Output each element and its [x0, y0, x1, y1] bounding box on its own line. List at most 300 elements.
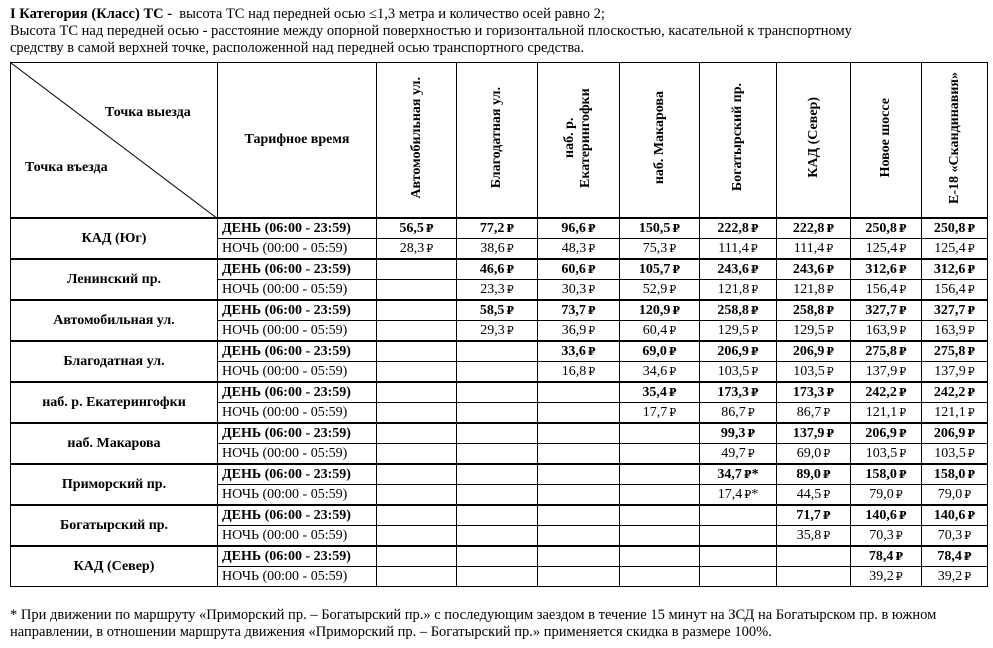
price-value: 69,0: [642, 343, 667, 359]
currency-sign: ₽: [967, 263, 976, 276]
price-cell: [777, 382, 851, 403]
header: [10, 6, 985, 57]
price-value: 86,7: [796, 404, 822, 420]
col-header-label: Е-18 «Скандинавия»: [946, 71, 962, 204]
price-value: 103,5: [934, 445, 966, 461]
currency-sign: ₽: [964, 488, 972, 501]
price-cell: [377, 485, 457, 506]
price-cell: [538, 485, 620, 506]
currency-sign: ₽: [967, 324, 975, 337]
currency-sign: ₽: [750, 304, 759, 317]
currency-sign: ₽: [967, 509, 976, 522]
night-period-label: НОЧЬ (00:00 - 05:59): [218, 567, 377, 587]
price-cell: [777, 321, 851, 342]
price-value: 137,9: [934, 363, 966, 379]
price-cell: [851, 526, 922, 547]
currency-sign: ₽: [967, 365, 975, 378]
price-value: 121,1: [934, 404, 966, 420]
price-cell: [922, 464, 988, 485]
price-cell: [538, 300, 620, 321]
night-period-label: НОЧЬ (00:00 - 05:59): [218, 362, 377, 383]
price-cell: [457, 485, 538, 506]
price-value: 17,4: [717, 486, 743, 502]
price-cell: [777, 464, 851, 485]
price-cell: [457, 341, 538, 362]
currency-sign: ₽: [967, 468, 976, 481]
price-value: 73,7: [561, 302, 586, 318]
price-cell: [377, 444, 457, 465]
day-period-label: ДЕНЬ (06:00 - 23:59): [218, 505, 377, 526]
price-value: 75,3: [642, 240, 668, 256]
price-cell: [777, 423, 851, 444]
price-cell: [851, 464, 922, 485]
col-header-label: КАД (Север): [805, 97, 821, 178]
footnote: [10, 607, 985, 641]
price-value: 242,2: [865, 384, 897, 400]
currency-sign: ₽: [506, 242, 514, 255]
price-cell: [620, 300, 700, 321]
price-cell: [538, 567, 620, 587]
table-body: [11, 218, 988, 587]
price-cell: [620, 239, 700, 260]
currency-sign: ₽: [750, 222, 759, 235]
price-cell: [777, 505, 851, 526]
price-cell: [922, 485, 988, 506]
price-value: 16,8: [561, 363, 587, 379]
currency-sign: ₽: [750, 263, 759, 276]
price-value: 158,0: [865, 466, 897, 482]
price-value: 120,9: [638, 302, 671, 318]
currency-sign: ₽: [823, 406, 831, 419]
currency-sign: ₽: [506, 283, 514, 296]
price-cell: [922, 403, 988, 424]
day-period-label: ДЕНЬ (06:00 - 23:59): [218, 546, 377, 567]
price-cell: [777, 403, 851, 424]
price-value: 111,4: [718, 240, 749, 256]
entry-point-name: наб. р. Екатерингофки: [11, 382, 218, 423]
price-value: 129,5: [717, 322, 750, 338]
price-value: 275,8: [933, 343, 966, 359]
price-value: 125,4: [934, 240, 966, 256]
currency-sign: ₽: [506, 263, 515, 276]
price-value: 163,9: [934, 322, 966, 338]
price-value: 23,3: [480, 281, 505, 297]
currency-sign: ₽: [895, 570, 903, 583]
currency-sign: ₽: [750, 386, 759, 399]
col-header-label: Богатырский пр.: [730, 83, 745, 192]
price-cell: [851, 321, 922, 342]
price-cell: [457, 505, 538, 526]
price-value: 222,8: [792, 220, 825, 236]
price-cell: [777, 485, 851, 506]
price-cell: [620, 567, 700, 587]
currency-sign: ₽: [967, 447, 975, 460]
night-period-label: НОЧЬ (00:00 - 05:59): [218, 239, 377, 260]
price-cell: [922, 546, 988, 567]
price-cell: [922, 280, 988, 301]
category-title: I Категория (Класс) ТС -: [10, 6, 173, 22]
price-cell: [851, 300, 922, 321]
col-header: [922, 63, 988, 219]
price-value: 125,4: [865, 240, 898, 256]
price-cell: [457, 526, 538, 547]
currency-sign: ₽: [967, 345, 976, 358]
price-value: 29,3: [480, 322, 505, 338]
price-cell: [922, 218, 988, 239]
currency-sign: ₽: [898, 509, 907, 522]
price-value: 250,8: [933, 220, 966, 236]
price-value: 44,5: [796, 486, 822, 502]
currency-sign: ₽: [750, 242, 758, 255]
price-cell: [851, 403, 922, 424]
price-cell: [620, 259, 700, 280]
price-cell: [538, 239, 620, 260]
price-cell: [620, 382, 700, 403]
price-cell: [538, 259, 620, 280]
col-header-label: Автомобильная ул.: [408, 76, 424, 199]
night-period-label: НОЧЬ (00:00 - 05:59): [218, 444, 377, 465]
currency-sign: ₽: [899, 365, 907, 378]
currency-sign: ₽: [895, 488, 903, 501]
col-header: [620, 63, 700, 219]
entry-point-label: Точка въезда: [25, 160, 108, 175]
price-cell: [777, 259, 851, 280]
price-value: 86,7: [721, 404, 746, 420]
price-value: 79,0: [937, 486, 963, 502]
currency-sign: ₽: [964, 570, 972, 583]
price-value: 129,5: [793, 322, 825, 338]
price-value: 121,1: [865, 404, 898, 420]
table-row-day: [11, 464, 988, 485]
diagonal-line: [11, 63, 218, 218]
currency-sign: ₽: [826, 263, 835, 276]
col-header: [377, 63, 457, 219]
currency-sign: ₽: [964, 529, 972, 542]
price-cell: [700, 239, 777, 260]
price-cell: [538, 546, 620, 567]
col-header-label: наб. р. Екатерингофки: [561, 87, 593, 188]
currency-sign: ₽: [967, 386, 976, 399]
price-cell: [777, 444, 851, 465]
currency-sign: ₽: [963, 550, 972, 563]
currency-sign: ₽: [587, 345, 596, 358]
currency-sign: ₽: [898, 386, 907, 399]
price-value: 156,4: [865, 281, 898, 297]
price-cell: [700, 567, 777, 587]
currency-sign: ₽: [826, 365, 834, 378]
price-value: 28,3: [399, 240, 425, 256]
currency-sign: ₽: [747, 427, 756, 440]
price-cell: [700, 464, 777, 485]
footnote-mark: *: [751, 486, 759, 502]
header-line-3: средству в самой верхней точке, расположенной над передней осью транспортного средства.: [10, 40, 585, 56]
entry-point-name: Благодатная ул.: [11, 341, 218, 382]
price-cell: [922, 505, 988, 526]
table-row-day: [11, 259, 988, 280]
entry-point-name: наб. Макарова: [11, 423, 218, 464]
entry-point-name: Автомобильная ул.: [11, 300, 218, 341]
price-cell: [851, 239, 922, 260]
price-cell: [922, 300, 988, 321]
price-value: 206,9: [792, 343, 825, 359]
price-value: 89,0: [796, 466, 821, 482]
entry-point-name: КАД (Север): [11, 546, 218, 587]
price-cell: [922, 239, 988, 260]
currency-sign: ₽: [669, 365, 677, 378]
price-value: 77,2: [479, 220, 505, 236]
currency-sign: ₽: [899, 324, 907, 337]
price-value: 78,4: [868, 548, 894, 564]
price-cell: [620, 321, 700, 342]
price-cell: [851, 485, 922, 506]
price-value: 105,7: [638, 261, 671, 277]
price-value: 111,4: [793, 240, 825, 256]
price-cell: [538, 218, 620, 239]
currency-sign: ₽: [967, 222, 976, 235]
price-cell: [700, 341, 777, 362]
price-cell: [377, 321, 457, 342]
price-cell: [620, 362, 700, 383]
price-cell: [538, 382, 620, 403]
price-value: 35,8: [796, 527, 822, 543]
price-cell: [777, 362, 851, 383]
day-period-label: ДЕНЬ (06:00 - 23:59): [218, 464, 377, 485]
currency-sign: ₽: [826, 222, 835, 235]
currency-sign: ₽: [587, 304, 596, 317]
price-cell: [700, 546, 777, 567]
price-value: 78,4: [937, 548, 962, 564]
price-cell: [922, 444, 988, 465]
price-value: 121,8: [793, 281, 825, 297]
price-cell: [700, 423, 777, 444]
price-value: 96,6: [561, 220, 586, 236]
price-value: 38,6: [480, 240, 505, 256]
currency-sign: ₽: [898, 468, 907, 481]
price-cell: [922, 341, 988, 362]
currency-sign: ₽: [967, 283, 975, 296]
currency-sign: ₽: [967, 242, 975, 255]
currency-sign: ₽: [588, 242, 596, 255]
price-cell: [457, 280, 538, 301]
price-cell: [851, 362, 922, 383]
price-value: 163,9: [865, 322, 898, 338]
price-value: 250,8: [865, 220, 897, 236]
header-line-1: [10, 6, 985, 23]
price-value: 156,4: [934, 281, 966, 297]
currency-sign: ₽: [826, 304, 835, 317]
price-cell: [851, 341, 922, 362]
currency-sign: ₽: [747, 406, 755, 419]
currency-sign: ₽: [826, 427, 835, 440]
price-cell: [620, 485, 700, 506]
price-cell: [620, 505, 700, 526]
price-cell: [538, 403, 620, 424]
price-cell: [777, 546, 851, 567]
currency-sign: ₽: [899, 242, 907, 255]
table-row-day: [11, 341, 988, 362]
price-cell: [377, 341, 457, 362]
currency-sign: ₽: [822, 509, 831, 522]
night-period-label: НОЧЬ (00:00 - 05:59): [218, 403, 377, 424]
price-cell: [851, 546, 922, 567]
price-value: 327,7: [933, 302, 966, 318]
price-value: 275,8: [865, 343, 897, 359]
price-value: 39,2: [869, 568, 894, 584]
price-cell: [922, 362, 988, 383]
price-value: 206,9: [933, 425, 966, 441]
price-cell: [922, 423, 988, 444]
price-value: 140,6: [865, 507, 897, 523]
price-cell: [700, 444, 777, 465]
currency-sign: ₽: [669, 242, 677, 255]
price-cell: [377, 464, 457, 485]
price-cell: [457, 567, 538, 587]
price-cell: [700, 526, 777, 547]
price-value: 242,2: [933, 384, 966, 400]
price-cell: [538, 362, 620, 383]
currency-sign: ₽: [668, 386, 677, 399]
price-value: 137,9: [792, 425, 825, 441]
table-header-row: [11, 63, 988, 219]
price-cell: [377, 546, 457, 567]
currency-sign: ₽: [826, 242, 834, 255]
price-cell: [620, 546, 700, 567]
currency-sign: ₽: [967, 427, 976, 440]
currency-sign: ₽: [898, 263, 907, 276]
currency-sign: ₽: [898, 345, 907, 358]
currency-sign: ₽: [669, 324, 677, 337]
price-cell: [377, 567, 457, 587]
price-cell: [851, 444, 922, 465]
currency-sign: ₽: [895, 529, 903, 542]
price-cell: [457, 321, 538, 342]
col-header-label: Благодатная ул.: [489, 86, 504, 189]
col-header-label: Новое шоссе: [878, 97, 893, 178]
price-cell: [922, 321, 988, 342]
price-value: 69,0: [796, 445, 822, 461]
price-cell: [700, 362, 777, 383]
corner-cell: [11, 63, 218, 219]
price-cell: [851, 505, 922, 526]
price-cell: [700, 218, 777, 239]
price-cell: [457, 300, 538, 321]
price-value: 33,6: [561, 343, 586, 359]
day-period-label: ДЕНЬ (06:00 - 23:59): [218, 423, 377, 444]
col-header: [700, 63, 777, 219]
currency-sign: ₽: [826, 345, 835, 358]
currency-sign: ₽: [672, 263, 681, 276]
currency-sign: ₽: [822, 468, 831, 481]
price-value: 312,6: [865, 261, 897, 277]
night-period-label: НОЧЬ (00:00 - 05:59): [218, 485, 377, 506]
price-cell: [851, 567, 922, 587]
day-period-label: ДЕНЬ (06:00 - 23:59): [218, 218, 377, 239]
table-row-day: [11, 218, 988, 239]
entry-point-name: Приморский пр.: [11, 464, 218, 505]
currency-sign: ₽: [898, 304, 907, 317]
price-cell: [777, 526, 851, 547]
table-row-day: [11, 382, 988, 403]
price-value: 46,6: [479, 261, 505, 277]
price-value: 121,8: [717, 281, 750, 297]
col-header-label: наб. Макарова: [651, 90, 667, 185]
price-cell: [700, 259, 777, 280]
currency-sign: ₽: [899, 406, 907, 419]
currency-sign: ₽: [751, 283, 759, 296]
price-cell: [377, 239, 457, 260]
night-period-label: НОЧЬ (00:00 - 05:59): [218, 280, 377, 301]
price-cell: [538, 505, 620, 526]
price-value: 79,0: [869, 486, 894, 502]
currency-sign: ₽: [506, 324, 514, 337]
col-header: [538, 63, 620, 219]
entry-point-name: КАД (Юг): [11, 218, 218, 259]
price-cell: [700, 485, 777, 506]
day-period-label: ДЕНЬ (06:00 - 23:59): [218, 341, 377, 362]
price-cell: [538, 321, 620, 342]
price-cell: [777, 341, 851, 362]
price-cell: [922, 382, 988, 403]
currency-sign: ₽: [895, 550, 904, 563]
price-value: 173,3: [717, 384, 749, 400]
price-cell: [851, 218, 922, 239]
price-cell: [377, 423, 457, 444]
currency-sign: ₽: [899, 283, 907, 296]
price-value: 56,5: [399, 220, 424, 236]
header-line-2: Высота ТС над передней осью - расстояние между опорной поверхностью и горизонтальной плоскостью, касательной к транспортному: [10, 23, 852, 39]
price-cell: [377, 218, 457, 239]
price-cell: [457, 403, 538, 424]
currency-sign: ₽: [506, 304, 515, 317]
price-cell: [457, 259, 538, 280]
currency-sign: ₽: [587, 263, 596, 276]
price-cell: [377, 526, 457, 547]
currency-sign: ₽: [668, 345, 677, 358]
currency-sign: ₽: [672, 304, 681, 317]
price-value: 206,9: [865, 425, 897, 441]
footnote-text: * При движении по маршруту «Приморский пр. – Богатырский пр.» с последующим заездом в течение 15 минут на ЗСД на Богатырском пр. в южном направлении, в отношении маршрута движения «Приморский пр. – Богатырский пр.» применяется скидка в размере 100%.: [10, 607, 937, 640]
day-period-label: ДЕНЬ (06:00 - 23:59): [218, 300, 377, 321]
col-header: [777, 63, 851, 219]
price-cell: [538, 526, 620, 547]
price-cell: [457, 218, 538, 239]
price-cell: [377, 259, 457, 280]
price-value: 103,5: [865, 445, 898, 461]
price-value: 150,5: [638, 220, 671, 236]
day-period-label: ДЕНЬ (06:00 - 23:59): [218, 382, 377, 403]
currency-sign: ₽: [672, 222, 681, 235]
day-period-label: ДЕНЬ (06:00 - 23:59): [218, 259, 377, 280]
price-cell: [457, 464, 538, 485]
price-value: 243,6: [717, 261, 749, 277]
tariff-time-header: Тарифное время: [218, 63, 377, 219]
price-cell: [620, 444, 700, 465]
price-cell: [700, 382, 777, 403]
price-value: 312,6: [933, 261, 966, 277]
price-value: 60,6: [561, 261, 586, 277]
price-value: 58,5: [479, 302, 505, 318]
currency-sign: ₽: [823, 447, 831, 460]
currency-sign: ₽: [587, 222, 596, 235]
price-value: 206,9: [717, 343, 749, 359]
price-cell: [777, 280, 851, 301]
currency-sign: ₽: [823, 488, 831, 501]
price-cell: [700, 321, 777, 342]
currency-sign: ₽: [899, 447, 907, 460]
price-cell: [538, 423, 620, 444]
currency-sign: ₽: [751, 365, 759, 378]
currency-sign: ₽: [744, 488, 752, 501]
